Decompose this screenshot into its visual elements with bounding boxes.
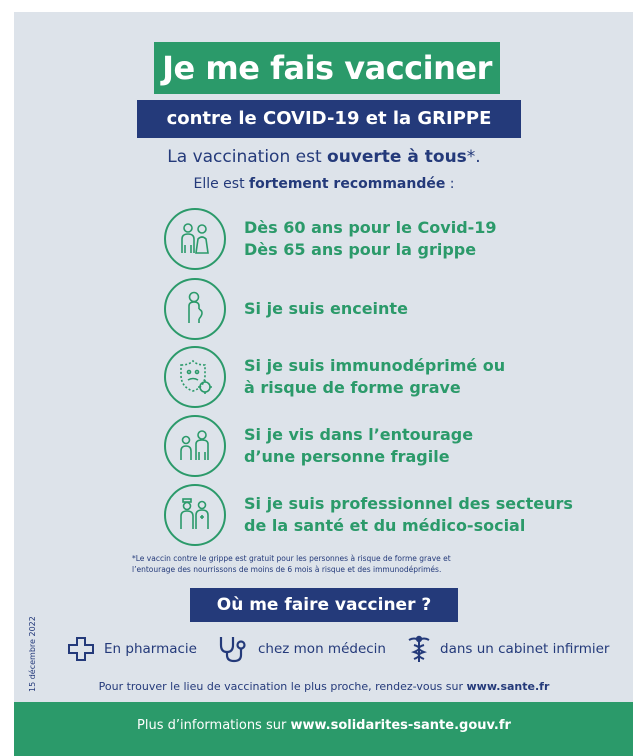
intro-line-1-prefix: La vaccination est bbox=[167, 147, 328, 167]
pharmacy-cross-icon bbox=[66, 636, 96, 662]
item-pregnant-line-1: Si je suis enceinte bbox=[244, 299, 408, 318]
footer-banner bbox=[14, 702, 633, 756]
intro-line-2 bbox=[14, 176, 633, 192]
item-professional-line-1: Si je suis professionnel des secteurs bbox=[244, 494, 573, 513]
item-immuno-line-1: Si je suis immunodéprimé ou bbox=[244, 356, 506, 375]
intro-line-1-suffix: *. bbox=[466, 147, 481, 167]
place-doctor-label: chez mon médecin bbox=[258, 641, 386, 657]
recommendation-item-age bbox=[164, 208, 584, 270]
find-prefix: Pour trouver le lieu de vaccination le plus proche, rendez-vous sur bbox=[98, 680, 467, 693]
poster-subtitle: contre le COVID-19 et la GRIPPE bbox=[137, 100, 521, 138]
elderly-couple-icon bbox=[164, 208, 226, 270]
place-nurse-label: dans un cabinet infirmier bbox=[440, 641, 610, 657]
footnote-line-2: l’entourage des nourrissons de moins de 6 mois à risque et des immunodéprimés. bbox=[132, 565, 442, 574]
place-doctor bbox=[218, 634, 386, 664]
family-people-icon bbox=[164, 415, 226, 477]
footer-prefix: Plus d’informations sur bbox=[137, 718, 291, 733]
footnote-line-1: *Le vaccin contre le grippe est gratuit pour les personnes à risque de forme grave et bbox=[132, 554, 451, 563]
intro-line-2-bold: fortement recommandée bbox=[249, 176, 446, 192]
solidarites-sante-link[interactable]: www.solidarites-sante.gouv.fr bbox=[290, 718, 511, 733]
poster-title: Je me fais vacciner bbox=[154, 42, 500, 94]
item-age-line-1: Dès 60 ans pour le Covid-19 bbox=[244, 218, 497, 237]
stethoscope-icon bbox=[218, 635, 250, 663]
place-nurse bbox=[406, 634, 609, 664]
shield-virus-icon bbox=[164, 346, 226, 408]
item-entourage-line-1: Si je vis dans l’entourage bbox=[244, 425, 474, 444]
item-professional-line-2: de la santé et du médico-social bbox=[244, 516, 526, 535]
recommendation-item-pregnant bbox=[164, 278, 584, 340]
footnote bbox=[132, 553, 532, 575]
intro-line-2-suffix: : bbox=[445, 176, 455, 192]
poster bbox=[14, 12, 633, 756]
intro-line-1-bold: ouverte à tous bbox=[327, 147, 467, 167]
place-pharmacy-label: En pharmacie bbox=[104, 641, 197, 657]
sante-fr-link[interactable]: www.sante.fr bbox=[466, 680, 550, 693]
recommendation-item-entourage bbox=[164, 415, 584, 477]
recommendation-item-professional bbox=[164, 484, 584, 546]
recommendation-item-immunocompromised bbox=[164, 346, 584, 408]
where-title: Où me faire vacciner ? bbox=[190, 588, 458, 622]
item-age-line-2: Dès 65 ans pour la grippe bbox=[244, 240, 477, 259]
place-pharmacy bbox=[66, 634, 197, 664]
intro-line-1 bbox=[14, 147, 633, 167]
item-immuno-line-2: à risque de forme grave bbox=[244, 378, 461, 397]
intro-line-2-prefix: Elle est bbox=[193, 176, 250, 192]
publication-date: 15 décembre 2022 bbox=[28, 616, 37, 692]
item-entourage-line-2: d’une personne fragile bbox=[244, 447, 450, 466]
pregnant-woman-icon bbox=[164, 278, 226, 340]
caduceus-icon bbox=[406, 634, 432, 664]
find-location-text bbox=[14, 680, 633, 693]
health-professionals-icon bbox=[164, 484, 226, 546]
